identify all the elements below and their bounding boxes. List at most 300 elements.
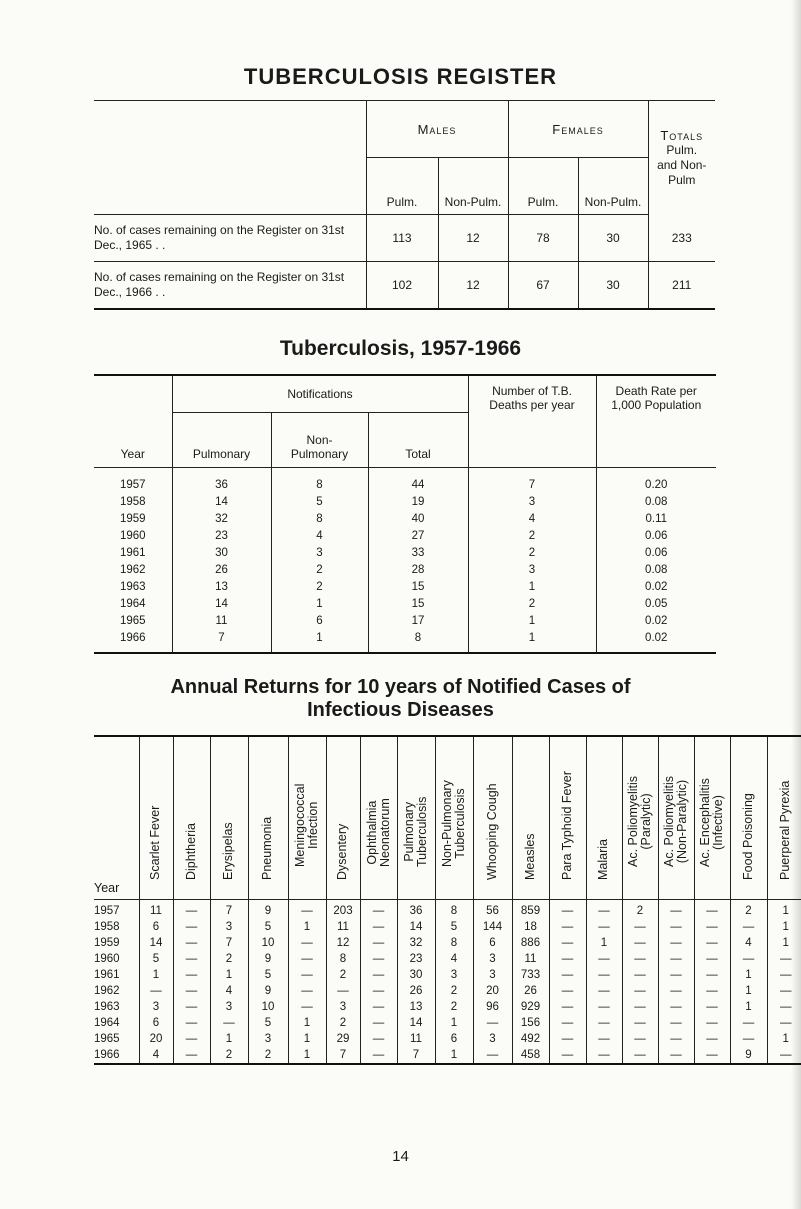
table-cell: 3 <box>435 967 473 983</box>
disease-column-header <box>473 736 512 900</box>
table-cell: 1 <box>767 919 801 935</box>
table-row <box>94 544 716 561</box>
table-cell: 67 <box>508 262 578 310</box>
disease-header-line: Neonatorum <box>377 798 392 867</box>
table-cell: 28 <box>368 561 468 578</box>
table-cell: 3 <box>326 999 360 1015</box>
females-pulm-header: Pulm. <box>508 158 578 215</box>
year-cell: 1960 <box>119 529 146 542</box>
table-cell: 11 <box>172 612 271 629</box>
disease-header-line: Ophthalmia <box>364 800 379 865</box>
table-cell: — <box>173 951 210 967</box>
table-cell: 9 <box>248 900 288 920</box>
table-cell: 1 <box>468 578 596 595</box>
table-cell: 11 <box>139 900 173 920</box>
table-cell: — <box>767 999 801 1015</box>
table-cell: — <box>658 919 694 935</box>
disease-header-line: Dysentery <box>335 823 349 880</box>
table-cell: 8 <box>271 510 368 527</box>
table-cell: 1 <box>210 967 248 983</box>
table-cell: 0.08 <box>596 561 716 578</box>
disease-column-header <box>248 736 288 900</box>
table-cell: 14 <box>172 493 271 510</box>
table-cell: — <box>586 1031 622 1047</box>
table-cell: — <box>173 1047 210 1064</box>
year-cell: 1959 <box>119 512 146 525</box>
table-cell: 7 <box>210 900 248 920</box>
table-cell: — <box>360 1031 397 1047</box>
table-cell: 2 <box>326 967 360 983</box>
table-cell: — <box>360 1015 397 1031</box>
table-cell: 0.11 <box>596 510 716 527</box>
table-cell: — <box>658 1015 694 1031</box>
table-cell: 3 <box>210 999 248 1015</box>
table-cell: — <box>473 1047 512 1064</box>
table-cell: — <box>622 999 658 1015</box>
table-cell: 4 <box>468 510 596 527</box>
table-cell: 13 <box>397 999 435 1015</box>
table-cell: 5 <box>271 493 368 510</box>
table-cell: 10 <box>248 935 288 951</box>
table-cell: 156 <box>512 1015 549 1031</box>
table-cell: 26 <box>397 983 435 999</box>
table-cell: — <box>694 900 730 920</box>
table-cell: 20 <box>139 1031 173 1047</box>
table-cell: — <box>173 983 210 999</box>
table-cell: 12 <box>438 262 508 310</box>
table-cell: 0.02 <box>596 578 716 595</box>
disease-column-header <box>767 736 801 900</box>
table-cell: 102 <box>366 262 438 310</box>
table-row <box>94 1031 801 1047</box>
year-cell: 1964 <box>119 597 146 610</box>
males-nonpulm-header: Non-Pulm. <box>438 158 508 215</box>
disease-header-line: Whooping Cough <box>484 783 499 880</box>
table-cell: 5 <box>139 951 173 967</box>
disease-header-line: Tuberculosis <box>415 796 429 867</box>
table-row <box>94 967 801 983</box>
table-cell: 27 <box>368 527 468 544</box>
year-cell: 1965 <box>94 1033 120 1045</box>
disease-column-header <box>512 736 549 900</box>
table-cell: — <box>622 967 658 983</box>
table-row <box>94 983 801 999</box>
year-cell: 1961 <box>94 969 120 981</box>
table-cell: 44 <box>368 468 468 494</box>
disease-header-line: Tuberculosis <box>453 788 467 859</box>
table-cell: 0.02 <box>596 612 716 629</box>
deaths-header-text: Number of T.B. Deaths per year <box>489 384 575 412</box>
year-cell: 1959 <box>94 937 120 949</box>
table-cell: 12 <box>438 215 508 262</box>
females-header: Females <box>508 101 648 158</box>
table-cell: — <box>658 1031 694 1047</box>
year-cell: 1966 <box>94 629 172 653</box>
year-cell: 1960 <box>94 953 120 965</box>
page-number: 14 <box>392 1148 409 1165</box>
table-cell: 32 <box>172 510 271 527</box>
table-cell: 1 <box>586 935 622 951</box>
table-cell: 26 <box>512 983 549 999</box>
table-cell: 3 <box>473 1031 512 1047</box>
table-cell: 211 <box>648 262 715 310</box>
table-row <box>94 595 716 612</box>
table-cell: — <box>549 951 586 967</box>
table-cell: — <box>173 999 210 1015</box>
table-cell: 32 <box>397 935 435 951</box>
table-cell: 3 <box>468 493 596 510</box>
table-cell: 9 <box>730 1047 767 1064</box>
table-cell: 1 <box>730 967 767 983</box>
table-cell: — <box>730 1031 767 1047</box>
table-cell: 7 <box>397 1047 435 1064</box>
disease-column-header <box>549 736 586 900</box>
table-cell: 6 <box>473 935 512 951</box>
table-cell: — <box>767 951 801 967</box>
table-cell: 1 <box>767 1031 801 1047</box>
annual-title-line2: Infectious Diseases <box>307 699 494 721</box>
table-cell: — <box>694 1047 730 1064</box>
table-row <box>94 612 716 629</box>
table-cell: 8 <box>326 951 360 967</box>
table-row <box>94 951 801 967</box>
table-cell: 113 <box>366 215 438 262</box>
tb-section-title: Tuberculosis, 1957-1966 <box>279 337 522 360</box>
annual-returns-title <box>0 676 801 722</box>
disease-header-line: (Infective) <box>711 795 725 850</box>
table-cell: 1 <box>468 612 596 629</box>
table-cell: 14 <box>139 935 173 951</box>
table-cell: 2 <box>468 595 596 612</box>
disease-column-header <box>658 736 694 900</box>
disease-header-line: Non-Pulmonary <box>440 780 454 867</box>
table-cell: 2 <box>435 999 473 1015</box>
table-cell: — <box>622 935 658 951</box>
table-cell: 23 <box>397 951 435 967</box>
table-cell: 2 <box>210 1047 248 1064</box>
table-cell: — <box>549 1047 586 1064</box>
table-cell: 78 <box>508 215 578 262</box>
table-cell: 14 <box>397 1015 435 1031</box>
table-cell: 17 <box>368 612 468 629</box>
disease-header-line: Ac. Encephalitis <box>698 778 712 867</box>
table-cell: — <box>288 967 326 983</box>
table-cell: 26 <box>172 561 271 578</box>
table-cell: 6 <box>271 612 368 629</box>
table-cell: 3 <box>271 544 368 561</box>
table-row <box>94 493 716 510</box>
table-cell: 8 <box>368 629 468 653</box>
table-cell: — <box>586 983 622 999</box>
table-cell: — <box>288 935 326 951</box>
disease-column-header <box>622 736 658 900</box>
table-cell: — <box>549 999 586 1015</box>
table-cell: 1 <box>435 1015 473 1031</box>
table-cell: — <box>173 935 210 951</box>
table-cell: 29 <box>326 1031 360 1047</box>
year-cell: 1963 <box>119 580 146 593</box>
table-cell: — <box>767 1047 801 1064</box>
disease-header-line: (Non-Paralytic) <box>675 779 689 864</box>
table-cell: — <box>360 967 397 983</box>
table-cell: 7 <box>172 629 271 653</box>
table-cell: 20 <box>473 983 512 999</box>
year-cell: 1966 <box>94 1047 139 1064</box>
table-cell: — <box>360 999 397 1015</box>
table-cell: 9 <box>248 951 288 967</box>
table-cell: 1 <box>271 595 368 612</box>
table-cell: 2 <box>210 951 248 967</box>
tuberculosis-register-table <box>94 100 715 310</box>
table-cell: — <box>586 919 622 935</box>
table-row <box>94 578 716 595</box>
deaths-header <box>468 375 596 468</box>
table-cell: 6 <box>139 1015 173 1031</box>
table-cell: — <box>586 1047 622 1064</box>
table-cell: 9 <box>248 983 288 999</box>
table-cell: — <box>360 951 397 967</box>
disease-column-header <box>435 736 473 900</box>
table-cell: — <box>658 999 694 1015</box>
table-row <box>94 919 801 935</box>
disease-header-line: (Paralytic) <box>639 793 653 850</box>
table-cell: 3 <box>473 951 512 967</box>
table-cell: 3 <box>473 967 512 983</box>
table-cell: 144 <box>473 919 512 935</box>
disease-column-header <box>288 736 326 900</box>
table-cell: — <box>288 999 326 1015</box>
table-cell: 30 <box>172 544 271 561</box>
year-cell: 1957 <box>119 478 146 491</box>
table-cell: 8 <box>271 468 368 494</box>
table-cell: — <box>288 983 326 999</box>
table-cell: 23 <box>172 527 271 544</box>
table-cell: — <box>622 1047 658 1064</box>
table-cell: 5 <box>248 967 288 983</box>
table-row <box>94 629 716 653</box>
table-cell: 2 <box>271 561 368 578</box>
table-cell: 2 <box>435 983 473 999</box>
total-header: Total <box>368 413 468 468</box>
table-cell: 4 <box>210 983 248 999</box>
table-cell: 1 <box>767 900 801 920</box>
table-cell: 4 <box>435 951 473 967</box>
table-cell: — <box>360 919 397 935</box>
table-cell: 1 <box>271 629 368 653</box>
table-cell: — <box>360 1047 397 1064</box>
table-cell: 1 <box>288 1047 326 1064</box>
table-cell: — <box>549 919 586 935</box>
disease-column-header <box>586 736 622 900</box>
table-cell: — <box>360 935 397 951</box>
table-cell: — <box>288 951 326 967</box>
disease-header-line: Ac. Poliomyelitis <box>626 776 640 867</box>
table-cell: 0.06 <box>596 544 716 561</box>
table-cell: — <box>586 951 622 967</box>
table-cell: — <box>326 983 360 999</box>
table-cell: 56 <box>473 900 512 920</box>
table-cell: 3 <box>248 1031 288 1047</box>
table-cell: 11 <box>512 951 549 967</box>
table-cell: — <box>622 1015 658 1031</box>
table-cell: 12 <box>326 935 360 951</box>
disease-header-line: Pulmonary <box>402 801 416 862</box>
table-cell: — <box>730 951 767 967</box>
table-cell: — <box>210 1015 248 1031</box>
table-cell: 15 <box>368 578 468 595</box>
table-row <box>94 1015 801 1031</box>
table-cell: 929 <box>512 999 549 1015</box>
table-cell: 10 <box>248 999 288 1015</box>
table-cell: — <box>586 967 622 983</box>
disease-header-line: Meningococcal <box>293 783 307 867</box>
death-rate-header-text: Death Rate per 1,000 Population <box>611 384 702 412</box>
table-cell: 3 <box>468 561 596 578</box>
table-cell: 30 <box>578 215 648 262</box>
table-cell: — <box>694 1031 730 1047</box>
table-cell: 0.06 <box>596 527 716 544</box>
table-cell: 1 <box>767 935 801 951</box>
disease-column-header <box>397 736 435 900</box>
table-cell: 8 <box>435 900 473 920</box>
table-cell: — <box>173 1015 210 1031</box>
table-cell: — <box>767 1015 801 1031</box>
table-cell: 2 <box>468 544 596 561</box>
table-cell: 886 <box>512 935 549 951</box>
table-cell: — <box>694 951 730 967</box>
row-label: No. of cases remaining on the Register on 31st Dec., 1965 . . <box>94 215 366 262</box>
register-title: TUBERCULOSIS REGISTER <box>243 64 558 89</box>
table-row <box>94 527 716 544</box>
table-cell: 30 <box>578 262 648 310</box>
disease-header-line: Pneumonia <box>260 816 274 880</box>
table-cell: — <box>694 935 730 951</box>
table-cell: — <box>288 900 326 920</box>
table-row <box>94 935 801 951</box>
males-pulm-header: Pulm. <box>366 158 438 215</box>
table-cell: 1 <box>730 983 767 999</box>
disease-header-line: Scarlet Fever <box>148 805 162 880</box>
table-cell: 492 <box>512 1031 549 1047</box>
table-row <box>94 510 716 527</box>
disease-column-header <box>139 736 173 900</box>
table-cell: 6 <box>139 919 173 935</box>
table-cell: 0.05 <box>596 595 716 612</box>
table-cell: — <box>767 983 801 999</box>
table-cell: — <box>622 951 658 967</box>
year-cell: 1958 <box>119 495 146 508</box>
disease-header-line: Ac. Poliomyelitis <box>662 776 676 867</box>
table-cell: — <box>173 967 210 983</box>
table-row <box>94 561 716 578</box>
table-cell: 2 <box>622 900 658 920</box>
table-cell: — <box>622 919 658 935</box>
totals-subtitle: Pulm. and Non-Pulm <box>657 142 707 187</box>
disease-header-line: Infection <box>306 801 320 849</box>
table-cell: 36 <box>397 900 435 920</box>
table-cell: — <box>658 1047 694 1064</box>
table-cell: — <box>658 967 694 983</box>
table-cell: 7 <box>210 935 248 951</box>
table-cell: — <box>549 1015 586 1031</box>
table-cell: 4 <box>730 935 767 951</box>
table-cell: 5 <box>435 919 473 935</box>
table-row <box>94 999 801 1015</box>
table-row <box>94 215 715 262</box>
table-cell: — <box>694 919 730 935</box>
annual-title-line1: Annual Returns for 10 years of Notified Cases of <box>170 676 631 698</box>
table-cell: 8 <box>435 935 473 951</box>
totals-title: Totals <box>660 127 704 143</box>
year-cell: 1958 <box>94 921 120 933</box>
table-cell: — <box>586 1015 622 1031</box>
table-cell: 14 <box>397 919 435 935</box>
disease-header-line: Puerperal Pyrexia <box>777 780 792 880</box>
table-cell: — <box>586 900 622 920</box>
table-cell: — <box>622 983 658 999</box>
disease-column-header <box>360 736 397 900</box>
table-cell: 2 <box>248 1047 288 1064</box>
table-cell: — <box>658 900 694 920</box>
year-cell: 1962 <box>119 563 146 576</box>
table-row <box>94 262 715 310</box>
disease-header-line: Erysipelas <box>221 822 235 880</box>
table-cell: 7 <box>326 1047 360 1064</box>
table-cell: — <box>658 935 694 951</box>
table-cell: 1 <box>468 629 596 653</box>
disease-column-header <box>210 736 248 900</box>
table-cell: 2 <box>326 1015 360 1031</box>
table-cell: 2 <box>468 527 596 544</box>
table-cell: — <box>549 900 586 920</box>
table-cell: — <box>173 1031 210 1047</box>
table-cell: 7 <box>468 468 596 494</box>
table-cell: — <box>622 1031 658 1047</box>
table-cell: — <box>658 951 694 967</box>
nonpulmonary-header-text: Non-Pulmonary <box>290 433 349 461</box>
table-cell: — <box>694 1015 730 1031</box>
table-cell: — <box>658 983 694 999</box>
table-cell: 14 <box>172 595 271 612</box>
table-row <box>94 900 801 920</box>
disease-header-line: Malaria <box>596 839 610 880</box>
table-cell: 1 <box>288 1031 326 1047</box>
table-row <box>94 468 716 494</box>
table-cell: — <box>549 983 586 999</box>
table-row <box>94 1047 801 1064</box>
notifications-header: Notifications <box>172 375 468 413</box>
table-cell: 4 <box>271 527 368 544</box>
table-cell: — <box>549 1031 586 1047</box>
table-cell: — <box>549 967 586 983</box>
table-cell: 3 <box>210 919 248 935</box>
annual-year-header: Year <box>94 736 139 900</box>
table-cell: 36 <box>172 468 271 494</box>
table-cell: 18 <box>512 919 549 935</box>
table-cell: 5 <box>248 1015 288 1031</box>
nonpulmonary-header <box>271 413 368 468</box>
disease-header-line: Food Poisoning <box>740 793 755 880</box>
table-cell: — <box>139 983 173 999</box>
infectious-diseases-table <box>94 735 801 1065</box>
table-cell: 0.08 <box>596 493 716 510</box>
table-cell: 4 <box>139 1047 173 1064</box>
table-cell: — <box>694 999 730 1015</box>
table-cell: 33 <box>368 544 468 561</box>
table-cell: 6 <box>435 1031 473 1047</box>
tuberculosis-notifications-table <box>94 374 716 654</box>
table-cell: 13 <box>172 578 271 595</box>
